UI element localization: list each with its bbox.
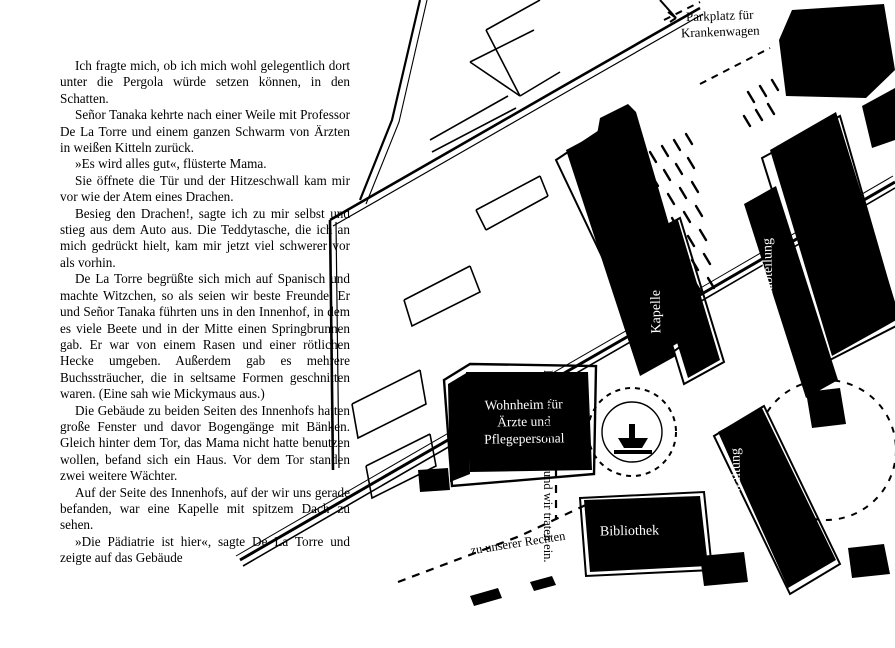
body-text-column [60,58,350,567]
map-label-tuer-stand-offen: Die Tür stand offen und wir traten ein. [541,370,555,563]
map-hedge-marks [650,80,778,306]
map-ink-blotches [470,576,556,606]
map-label-parkplatz: Parkplatz für Krankenwagen [680,6,760,41]
paragraph: De La Torre begrüßte sich mich auf Spanisch und machte Witzchen, so als seien wir beste Freunde. Er und Señor Tanaka führten uns in den Innenhof, in dem es viele Beete und in der Mitte einen Springbrunnen gab. Er war von einem Rasen und einer rötlichen Hecke umgeben. Außerdem gab es mehrere Buchssträucher, die in seltsame Formen geschnitten waren. (Eine sah wie Mickymaus aus.) [60,271,350,402]
map-left-edge [360,0,427,204]
fountain-icon [614,424,652,454]
paragraph: »Es wird alles gut«, flüsterte Mama. [75,156,267,172]
paragraph: Die Gebäude zu beiden Seiten des Innenhofs hatten große Fenster und davor Bogengänge mit Bänken. Gleich hinter dem Tor, das Mama nicht hatte benutzen wollen, befand sich ein Haus. Vor dem Tor standen zwei weitere Wächter. [60,402,350,484]
map-label-wohnheim: Wohnheim für Ärzte und Pflegepersonal [484,396,565,447]
paragraph: Sie öffnete die Tür und der Hitzeschwall kam mir vor wie der Atem eines Drachen. [60,172,350,205]
map-label-bibliothek: Bibliothek [599,523,660,540]
map-label-kapelle: Kapelle [648,289,665,334]
map-label-paediatrie: Pädiatrie [559,211,576,262]
paragraph: Señor Tanaka kehrte nach einer Weile mit Professor De La Torre und einem ganzen Schwarm von Ärzten in weißen Kitteln zurück. [60,107,350,156]
map-label-frauenabteilung: Frauenabteilung [760,237,777,330]
map-label-verwaltung: Verwaltung [728,447,745,513]
paragraph: Auf der Seite des Innenhofs, auf der wir uns gerade befanden, war eine Kapelle mit spitzem Dach zu sehen. [60,484,350,533]
paragraph: Besieg den Drachen!, sagte ich zu mir selbst und stieg aus dem Auto aus. Die Teddytasche, die ich an mich gedrückt hielt, kam mir jetzt viel schwerer vor als vorhin. [60,205,350,270]
paragraph: Ich fragte mich, ob ich mich wohl gelegentlich dort unter die Pergola würde setzen können, in den Schatten. [60,58,350,106]
paragraph-last: »Die Pädiatrie ist hier«, sagte De La Torre und zeigte auf das Gebäude [60,533,350,566]
map-label-zu-unserer-rechten: zu unserer Rechten [469,528,567,558]
